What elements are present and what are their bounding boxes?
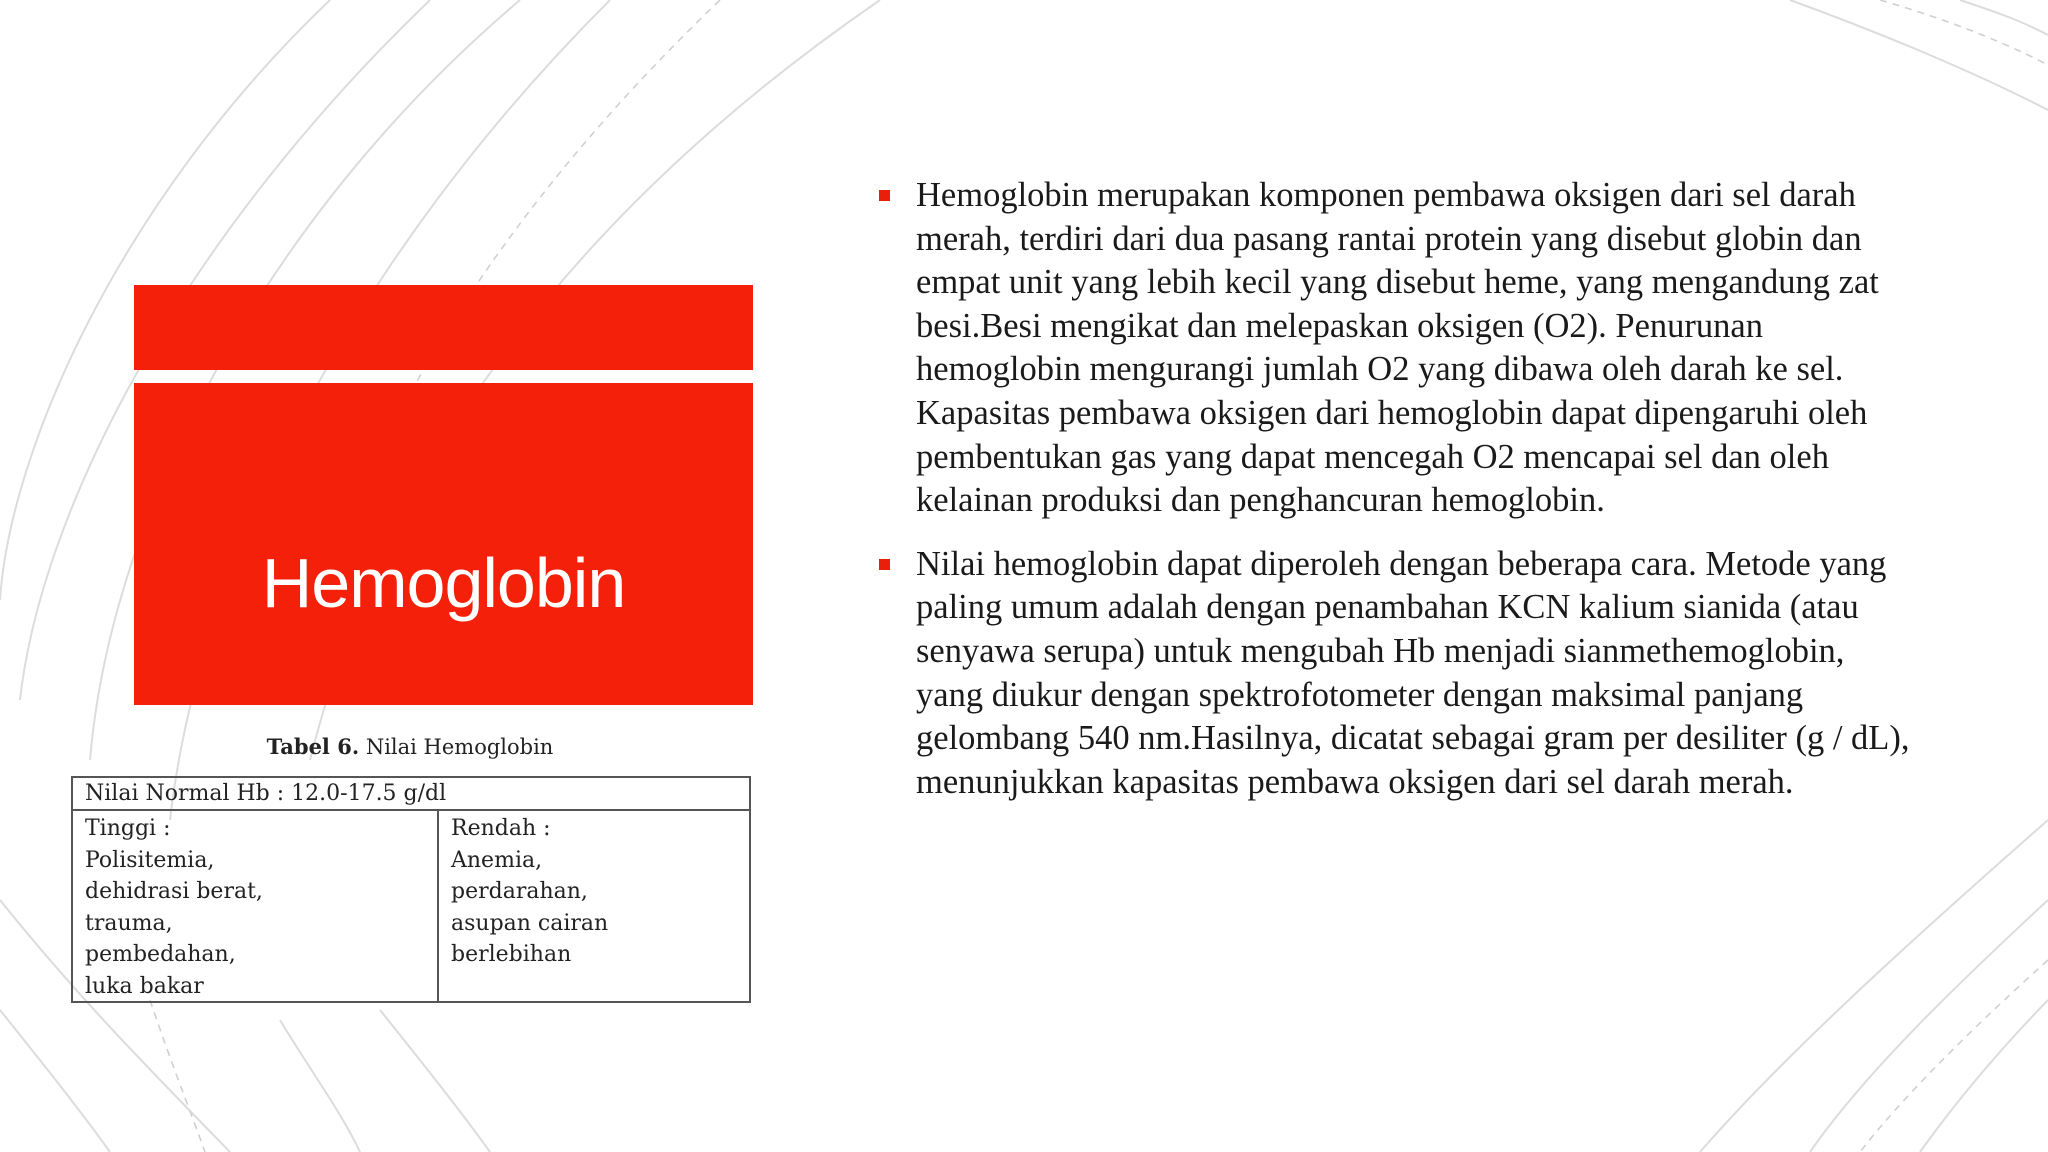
decor-arc bbox=[380, 1010, 490, 1152]
cell-line: pembedahan, bbox=[85, 942, 236, 967]
hemoglobin-table bbox=[71, 776, 751, 1003]
cell-line: perdarahan, bbox=[451, 879, 588, 904]
cell-line: berlebihan bbox=[451, 942, 572, 967]
decor-arc bbox=[1920, 1000, 2048, 1152]
cell-line: Anemia, bbox=[451, 847, 543, 873]
table-caption-text: Nilai Hemoglobin bbox=[365, 735, 554, 759]
table-cell-tinggi bbox=[73, 811, 439, 1001]
cell-line: asupan cairan bbox=[451, 910, 609, 936]
cell-line: trauma, bbox=[85, 910, 173, 936]
cell-line: dehidrasi berat, bbox=[85, 879, 263, 904]
decor-dashed-arc bbox=[1880, 0, 2048, 65]
table-cell-rendah bbox=[439, 811, 749, 1001]
square-bullet-icon bbox=[879, 190, 890, 201]
cell-line: Polisitemia, bbox=[85, 847, 215, 873]
cell-line: Rendah : bbox=[451, 816, 551, 841]
table-caption bbox=[70, 734, 750, 759]
bullet-text: Hemoglobin merupakan komponen pembawa oksigen dari sel darah merah, terdiri dari dua pasang rantai protein yang disebut globin dan empat unit yang lebih kecil yang disebut heme, yang mengandung zat besi.Besi mengikat dan melepaskan oksigen (O2). Penurunan hemoglobin mengurangi jumlah O2 yang dibawa oleh darah ke sel. Kapasitas pembawa oksigen dari hemoglobin dapat dipengaruhi oleh pembentukan gas yang dapat mencegah O2 mencapai sel dan oleh kelainan produksi dan penghancuran hemoglobin. bbox=[916, 176, 1879, 520]
decor-arc bbox=[1810, 900, 2048, 1152]
bullet-text: Nilai hemoglobin dapat diperoleh dengan beberapa cara. Metode yang paling umum adalah dengan penambahan KCN kalium sianida (atau senyawa serupa) untuk mengubah Hb menjadi sianmethemoglobin, yang diukur dengan spektrofotometer dengan maksimal panjang gelombang 540 nm.Hasilnya, dicatat sebagai gram per desiliter (g / dL), menunjukkan kapasitas pembawa oksigen dari sel darah merah. bbox=[916, 544, 1910, 801]
decor-arc bbox=[1700, 820, 2048, 1152]
decor-arc bbox=[1960, 0, 2048, 35]
table-header: Nilai Normal Hb : 12.0-17.5 g/dl bbox=[73, 778, 749, 811]
bullet-item bbox=[876, 174, 1916, 523]
bullet-item bbox=[876, 543, 1916, 805]
table-caption-number: Tabel 6. bbox=[266, 734, 360, 759]
title-box bbox=[134, 383, 753, 705]
decor-arc bbox=[0, 1010, 110, 1152]
table-row bbox=[73, 811, 749, 1001]
bullet-list bbox=[876, 174, 1916, 824]
decor-arc bbox=[280, 1020, 360, 1152]
title-accent-band bbox=[134, 285, 753, 370]
slide-title: Hemoglobin bbox=[261, 544, 626, 622]
cell-line: luka bakar bbox=[85, 973, 204, 999]
decor-dashed-arc bbox=[150, 1000, 205, 1152]
cell-line: Tinggi : bbox=[85, 816, 171, 841]
square-bullet-icon bbox=[879, 559, 890, 570]
